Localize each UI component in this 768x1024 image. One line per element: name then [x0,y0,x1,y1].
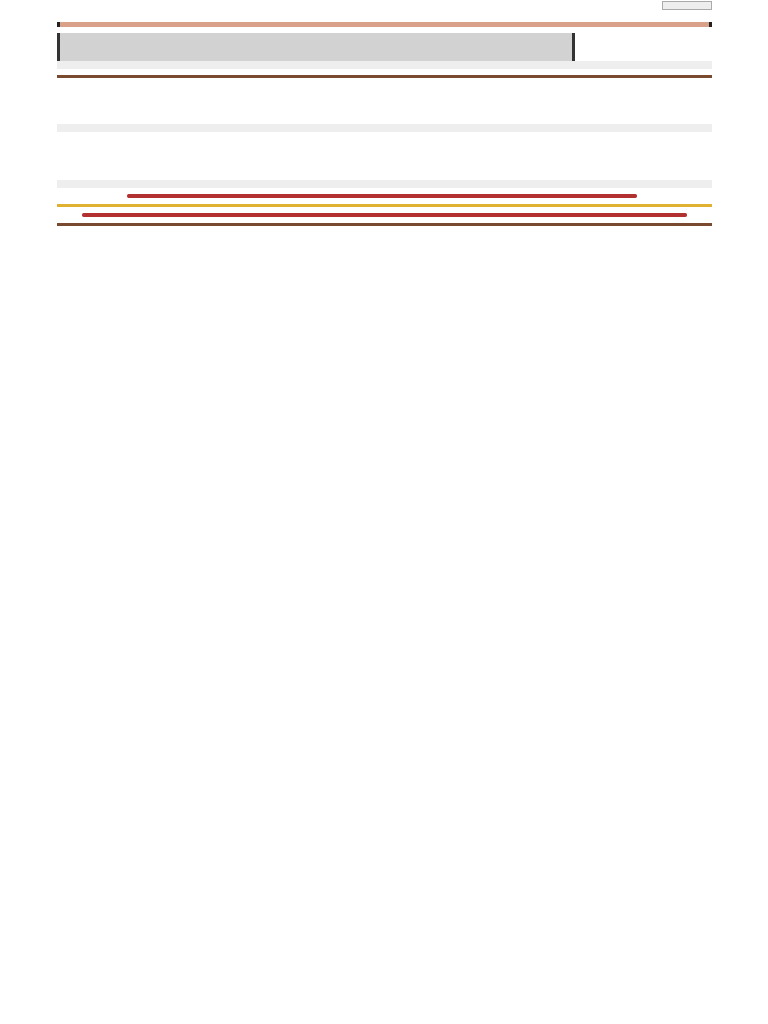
page [57,0,712,232]
header-band [57,22,712,27]
spacer [57,132,712,180]
divider [57,75,712,78]
top-button[interactable] [662,1,712,10]
toc-panel [57,33,575,61]
section-link[interactable] [57,180,712,188]
yellow-rule [57,204,712,207]
section-link[interactable] [57,61,712,69]
section-link[interactable] [57,124,712,132]
spacer [57,84,712,124]
red-rule [127,194,637,198]
topbar [57,0,712,12]
brown-rule [57,223,712,226]
red-rule [82,213,687,217]
